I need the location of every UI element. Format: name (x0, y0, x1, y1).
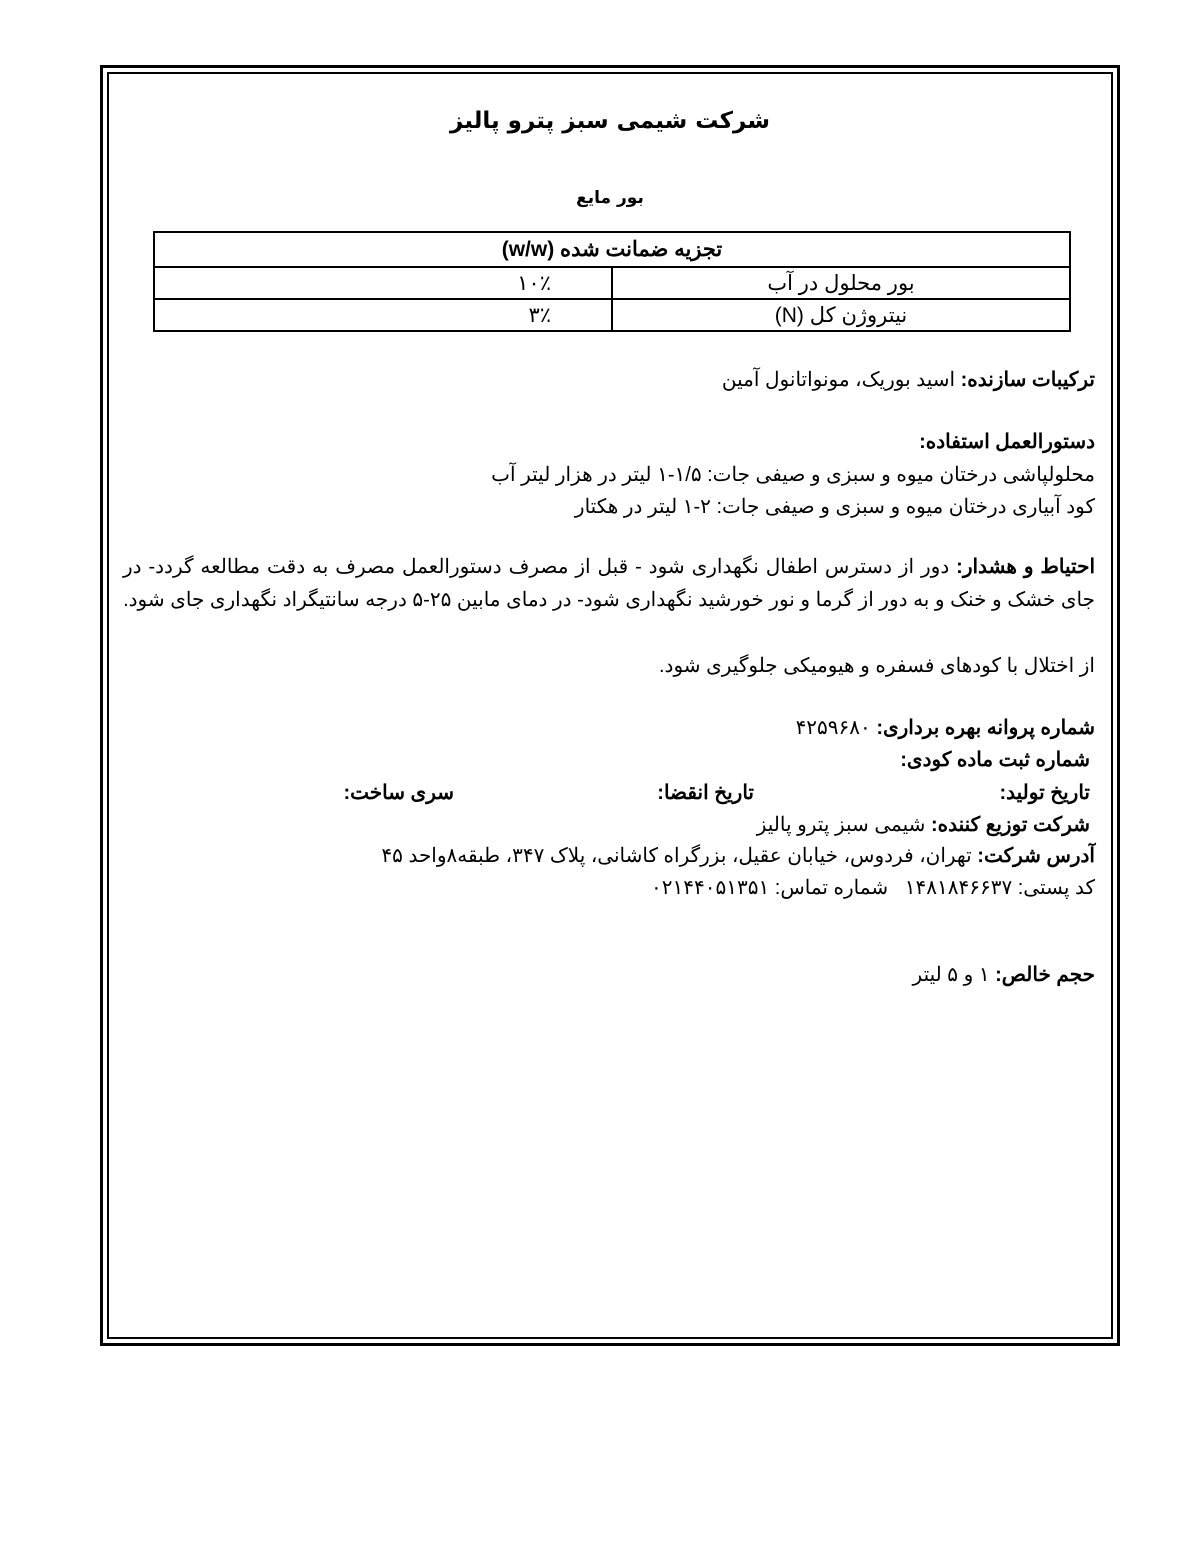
phone-label: شماره تماس: (774, 877, 889, 899)
table-row (154, 267, 1070, 299)
table-header-row (154, 232, 1070, 267)
company-title: شرکت شیمی سبز پترو پالیز (450, 108, 770, 134)
license-number: ۴۲۵۹۶۸۰ (795, 717, 871, 739)
postal-code-value: ۱۴۸۱۸۴۶۶۳۷ (904, 877, 1013, 899)
postal-code-label: کد پستی: (1017, 877, 1095, 899)
table-cell-label: نیتروژن کل (N) (612, 299, 1070, 331)
distributor-value: شیمی سبز پترو پالیز (756, 814, 926, 836)
contact-line (651, 872, 1095, 904)
table-row (154, 299, 1070, 331)
phone-value: ۰۲۱۴۴۰۵۱۳۵۱ (651, 877, 770, 899)
license-line (796, 712, 1095, 744)
production-date-label: تاریخ تولید: (999, 782, 1090, 804)
usage-label: دستورالعمل استفاده: (919, 431, 1095, 453)
warning-paragraph (123, 551, 1095, 616)
usage-line-foliar: محلولپاشی درختان میوه و سبزی و صیفی جات: ۱/۵-۱ لیتر در هزار لیتر آب (491, 464, 1095, 486)
product-name: بور مایع (576, 188, 644, 208)
registration-line (900, 744, 1090, 776)
table-cell-value: ۱۰٪ (154, 267, 612, 299)
warning-label: احتیاط و هشدار: (956, 556, 1095, 578)
warning-text: دور از دسترس اطفال نگهداری شود - قبل از مصرف دستورالعمل مصرف به دقت مطالعه گردد- در جای خشک و خنک و به دور از گرما و نور خورشید نگهداری شود- در دمای مابین ۲۵-۵ درجه سانتیگراد نگهداری جای شود. (123, 556, 1095, 611)
ingredients-line (722, 364, 1095, 396)
address-label: آدرس شرکت: (977, 845, 1095, 867)
net-volume-line (913, 959, 1095, 991)
table-header: تجزیه ضمانت شده (w/w) (154, 232, 1070, 267)
ingredients-label: ترکیبات سازنده: (960, 369, 1095, 391)
address-value: تهران، فردوس، خیابان عقیل، بزرگراه کاشانی، پلاک ۳۴۷، طبقه۸واحد ۴۵ (381, 845, 972, 867)
usage-heading (919, 426, 1095, 458)
batch-number-label: سری ساخت: (343, 782, 454, 804)
table-cell-label: بور محلول در آب (612, 267, 1070, 299)
usage-line-fertigation: کود آبیاری درختان میوه و سبزی و صیفی جات: ۲-۱ لیتر در هکتار (574, 496, 1095, 518)
distributor-label: شرکت توزیع کننده: (930, 814, 1090, 836)
warning-extra: از اختلال با کودهای فسفره و هیومیکی جلوگیری شود. (659, 655, 1095, 677)
distributor-line (757, 809, 1090, 841)
production-info-row (330, 777, 1090, 809)
expiry-date-label: تاریخ انقضا: (657, 782, 754, 804)
guaranteed-analysis-table (153, 231, 1071, 332)
net-volume-value: ۱ و ۵ لیتر (912, 964, 990, 986)
ingredients-value: اسید بوریک، مونواتانول آمین (721, 369, 956, 391)
table-cell-value: ۳٪ (154, 299, 612, 331)
license-label: شماره پروانه بهره برداری: (876, 717, 1095, 739)
registration-label: شماره ثبت ماده کودی: (900, 749, 1090, 771)
net-volume-label: حجم خالص: (995, 964, 1095, 986)
address-line (381, 840, 1095, 872)
